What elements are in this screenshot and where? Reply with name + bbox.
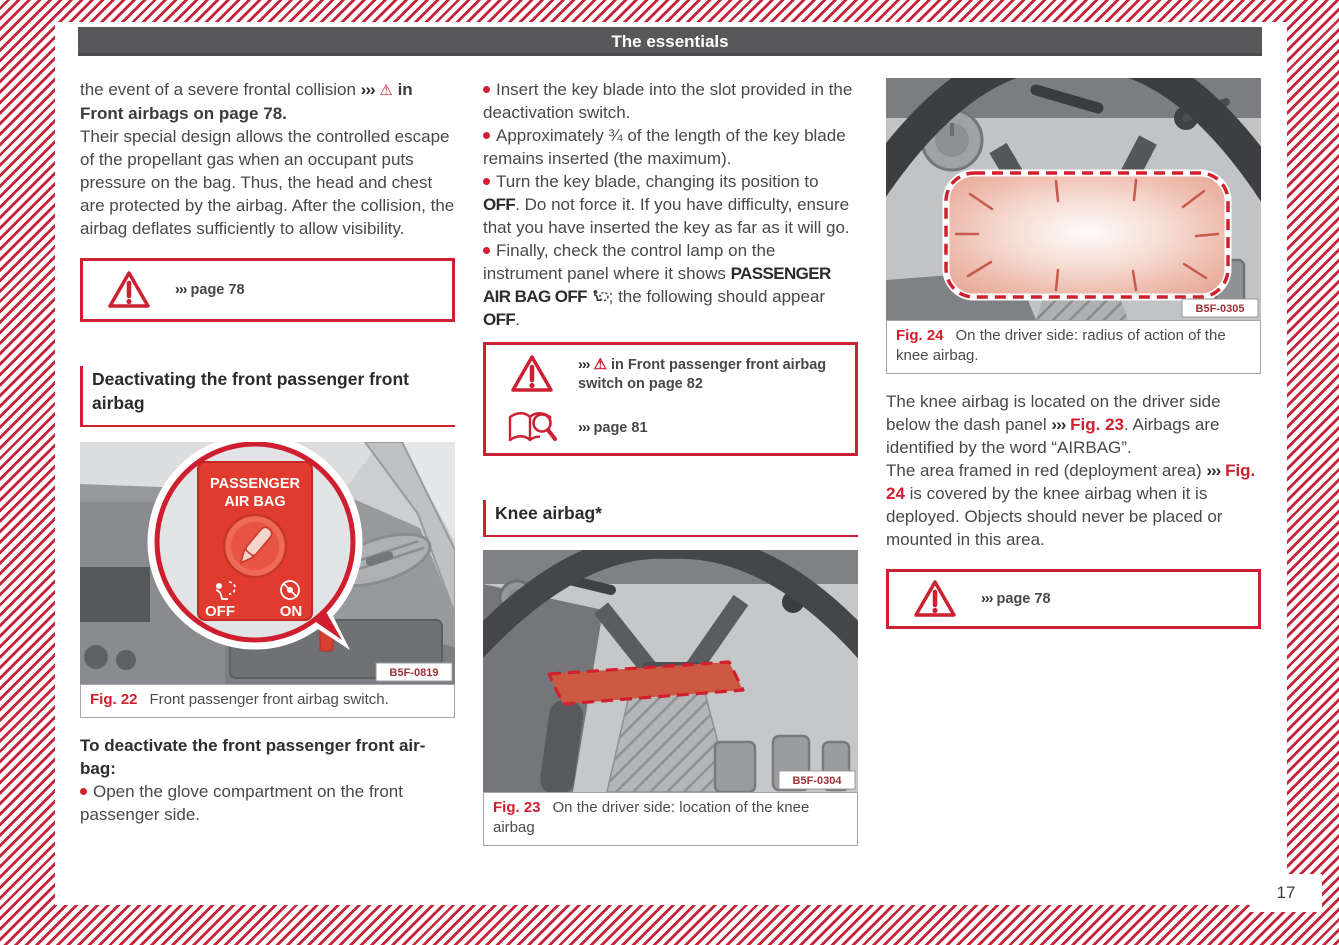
ref-arrow: ››› <box>981 590 993 607</box>
ref-arrow: ››› <box>175 281 187 298</box>
warning-box <box>886 569 1261 629</box>
column-left <box>80 78 455 826</box>
warning-triangle-inline-icon: ⚠ <box>593 355 607 373</box>
bullet-item: Insert the key blade into the slot provided in the deactivation switch. <box>483 80 853 122</box>
switch-title-line1: PASSENGER <box>210 476 300 492</box>
ref-arrow: ››› <box>1206 461 1221 480</box>
bullet-item: Finally, check the control lamp on the instrument panel where it shows PASSENGER AIR BAG OFF ; the following should appear OFF. <box>483 241 831 329</box>
knee-airbag-deployment-area <box>946 173 1228 297</box>
bullet-dot <box>483 178 490 185</box>
fig24-caption: Fig. 24 On the driver side: radius of action of the knee airbag. <box>886 320 1261 374</box>
paragraph: The area framed in red (deployment area) ››› Fig. 24 is covered by the knee airbag when it is deployed. Objects should never be placed or mounted in this area. <box>886 461 1256 549</box>
bullet-item: Approximately ¾ of the length of the key blade remains inserted (the maximum). <box>483 126 846 168</box>
figure-label: Fig. 22 <box>90 691 138 708</box>
bullet-item: Open the glove compartment on the front passenger side. <box>80 782 403 824</box>
passenger-airbag-off-indicator-icon <box>592 289 609 304</box>
warning-box <box>483 342 858 456</box>
subheading: To deactivate the front passenger front air-bag: <box>80 736 426 778</box>
warning-triangle-icon <box>913 579 957 619</box>
warning-ref-label: page 78 <box>996 590 1051 607</box>
column-right <box>886 78 1261 629</box>
figure-code: B5F-0305 <box>1195 303 1245 315</box>
bullet-dot <box>483 132 490 139</box>
page-number: 17 <box>1250 874 1322 912</box>
figure-code: B5F-0304 <box>792 775 842 787</box>
bullet-dot <box>80 788 87 795</box>
figure-label: Fig. 24 <box>896 327 944 344</box>
warning-triangle-inline-icon: ⚠ <box>379 82 393 99</box>
switch-title-line2: AIR BAG <box>224 494 286 510</box>
figure-reference: Fig. 24 <box>886 461 1256 503</box>
paragraph: The knee airbag is located on the driver side below the dash panel ››› Fig. 23. Airbags are identified by the word “AIRBAG”. <box>886 392 1221 457</box>
manual-page <box>55 22 1287 905</box>
figure-23 <box>483 550 858 846</box>
section-heading: Deactivating the front passenger front airbag <box>80 366 455 427</box>
section-heading: Knee airbag* <box>483 500 858 537</box>
manual-ref-label: page 81 <box>593 419 648 436</box>
fig22-dashboard-illustration <box>80 442 455 684</box>
ref-arrow: ››› <box>360 80 375 99</box>
clutch-pedal <box>715 742 755 792</box>
column-middle <box>483 78 858 846</box>
warning-ref-label: page 78 <box>190 281 245 298</box>
paragraph: the event of a severe frontal collision ››› ⚠ in Front airbags on page 78. <box>80 80 413 123</box>
page-header <box>78 27 1262 56</box>
paragraph: Their special design allows the controlled escape of the propellant gas when an occupant puts pressure on the bag. Thus, the head and chest are protected by the airbag. After the collision, the airbag deflates sufficiently to allow visibility. <box>80 127 455 238</box>
ref-arrow: ››› <box>578 419 590 436</box>
switch-on-label: ON <box>279 603 303 620</box>
fig24-deployment-area-illustration <box>886 78 1261 320</box>
figure-label: Fig. 23 <box>493 799 541 816</box>
fig23-footwell-illustration <box>483 550 858 792</box>
warning-ref-label: in Front passenger front airbag switch on page 82 <box>578 356 827 392</box>
fig22-caption: Fig. 22 Front passenger front airbag switch. <box>80 684 455 718</box>
figure-code: B5F-0819 <box>389 667 439 679</box>
figure-22 <box>80 442 455 718</box>
figure-24 <box>886 78 1261 374</box>
manual-book-icon <box>506 409 558 447</box>
ref-arrow: ››› <box>1051 415 1066 434</box>
warning-box <box>80 258 455 322</box>
ref-arrow: ››› <box>578 356 590 373</box>
bullet-dot <box>483 86 490 93</box>
switch-off-label: OFF <box>205 603 235 620</box>
bullet-dot <box>483 247 490 254</box>
warning-triangle-icon <box>510 354 554 394</box>
bullet-item: Turn the key blade, changing its position to OFF. Do not force it. If you have difficulty, ensure that you have inserted the key as far as it will go. <box>483 172 850 237</box>
figure-reference: Fig. 23 <box>1070 415 1124 434</box>
fig23-caption: Fig. 23 On the driver side: location of the knee airbag <box>483 792 858 846</box>
page-title: The essentials <box>611 32 729 51</box>
warning-triangle-icon <box>107 270 151 310</box>
